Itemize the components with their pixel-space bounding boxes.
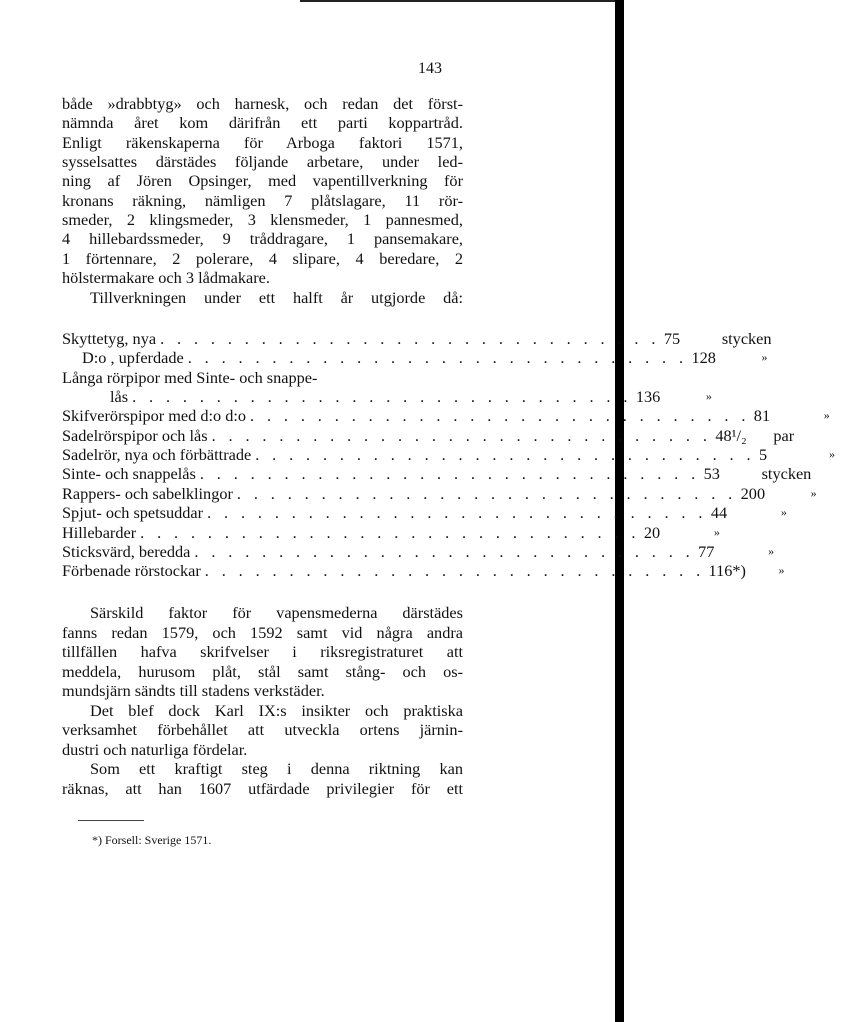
list-item — [62, 483, 817, 503]
text-line: Det blef dock Karl IX:s insikter och praktiska — [90, 700, 463, 720]
item-quantity: 200 — [740, 483, 766, 503]
text-line: både »drabbtyg» och harnesk, och redan det först- — [62, 94, 463, 113]
item-quantity: 136 — [635, 387, 661, 407]
list-item — [62, 561, 785, 581]
dot-leader: . . . . . . . . . . . . . . . . . . . . . . . . . . . . . . — [140, 522, 640, 542]
text-line: Som ett kraftigt steg i denna riktning kan — [90, 759, 463, 778]
item-quantity: 48¹/₂ — [715, 425, 747, 445]
text-line: tillfällen hafva skrifvelser i riksregistraturet att — [62, 642, 463, 661]
item-label: D:o , upferdade — [82, 348, 184, 368]
item-unit: par — [773, 425, 795, 445]
text-line: dustri och naturliga fördelar. — [62, 739, 248, 759]
list-item — [62, 541, 775, 561]
item-quantity — [353, 368, 415, 387]
item-unit: » — [768, 543, 775, 558]
page-number: 143 — [418, 60, 442, 77]
text-line: hölstermakare och 3 lådmakare. — [62, 268, 270, 288]
list-item — [62, 503, 787, 523]
item-quantity: 20 — [643, 522, 661, 542]
item-unit: stycken — [721, 329, 772, 348]
list-item — [62, 348, 768, 368]
text-line: smeder, 2 klingsmeder, 3 klensmeder, 1 pannesmed, — [62, 210, 463, 230]
item-label: Långa rörpipor med Sinte- och snappe- — [62, 367, 318, 387]
text-line: 1 förtennare, 2 polerare, 4 slipare, 4 beredare, 2 — [62, 248, 463, 268]
item-label: Sinte- och snappelås — [62, 464, 196, 484]
item-quantity: 53 — [703, 464, 720, 484]
item-quantity: 116*) — [708, 561, 746, 581]
text-line: fanns redan 1579, och 1592 samt vid några andra — [62, 622, 463, 642]
item-label: Rappers- och sabelklingor — [62, 483, 233, 503]
text-line: räknas, att han 1607 utfärdade privilegier för ett — [62, 778, 463, 798]
list-item — [62, 329, 772, 348]
item-unit: » — [713, 524, 720, 539]
item-unit — [415, 368, 463, 387]
item-quantity: 128 — [691, 348, 716, 368]
text-line: Enligt räkenskaperna för Arboga faktori 1571, — [62, 132, 463, 152]
item-label: Sadelrör, nya och förbättrade — [62, 445, 252, 465]
item-unit: » — [761, 350, 768, 365]
dot-leader: . . . . . . . . . . . . . . . . . . . . . . . . . . . . . . — [236, 483, 737, 503]
list-item — [62, 522, 720, 542]
item-label: Hillebarder — [62, 522, 137, 542]
item-unit: » — [828, 447, 835, 462]
dot-leader: . . . . . . . . . . . . . . . . . . . . . . . . . . . . . . — [160, 329, 660, 348]
dot-leader: . . . . . . . . . . . . . . . . . . . . . . . . . . . . . . — [132, 387, 632, 407]
item-label: Sadelrörspipor och lås — [62, 425, 208, 445]
text-line: ning af Jören Opsinger, med vapentillverkning för — [62, 171, 463, 191]
item-label: lås — [110, 387, 129, 407]
text-line: Särskild faktor för vapensmederna därstädes — [90, 603, 463, 622]
list-item — [62, 445, 835, 465]
text-line: sysselsattes därstädes följande arbetare, under led- — [62, 152, 463, 172]
item-label: Förbenade rörstockar — [62, 561, 201, 581]
item-quantity: 75 — [663, 329, 681, 348]
dot-leader — [317, 368, 353, 387]
dot-leader: . . . . . . . . . . . . . . . . . . . . . . . . . . . . . . — [207, 503, 707, 523]
item-label: Skifverörspipor med d:o d:o — [62, 406, 247, 426]
item-unit: stycken — [761, 464, 812, 484]
text-line: verksamhet förbehållet att utveckla ortens järnin- — [62, 720, 463, 739]
text-line: meddela, hurusom plåt, stål samt stång- och os- — [62, 661, 463, 681]
footnote-rule — [78, 820, 144, 821]
item-quantity: 77 — [698, 541, 715, 561]
list-item — [62, 406, 830, 426]
list-item — [62, 464, 812, 484]
text-line: kronans räkning, nämligen 7 plåtslagare, 11 rör- — [62, 190, 463, 210]
item-label: Sticksvärd, beredda — [62, 541, 191, 561]
dot-leader: . . . . . . . . . . . . . . . . . . . . . . . . . . . . . . — [250, 406, 750, 426]
footnote: *) Forsell: Sverige 1571. — [92, 833, 212, 847]
item-label: Skyttetyg, nya — [62, 329, 157, 348]
item-unit: » — [780, 505, 787, 520]
dot-leader: . . . . . . . . . . . . . . . . . . . . . . . . . . . . . . — [199, 464, 700, 484]
item-unit: » — [705, 389, 712, 404]
scan-edge-top — [300, 0, 615, 2]
item-quantity: 5 — [758, 445, 768, 465]
dot-leader: . . . . . . . . . . . . . . . . . . . . . . . . . . . . . . — [204, 561, 705, 581]
list-item — [62, 387, 712, 407]
item-unit: » — [778, 563, 785, 578]
text-line: Tillverkningen under ett halft år utgjorde då: — [90, 287, 463, 307]
item-quantity: 81 — [753, 406, 771, 426]
dot-leader: . . . . . . . . . . . . . . . . . . . . . . . . . . . . . . — [211, 425, 712, 445]
dot-leader: . . . . . . . . . . . . . . . . . . . . . . . . . . . . . . — [187, 348, 688, 368]
item-unit: » — [823, 408, 830, 423]
text-line: nämnda året kom därifrån ett parti koppartråd. — [62, 113, 463, 133]
item-quantity: 44 — [710, 503, 728, 523]
dot-leader: . . . . . . . . . . . . . . . . . . . . . . . . . . . . . . — [255, 445, 755, 465]
dot-leader: . . . . . . . . . . . . . . . . . . . . . . . . . . . . . . — [194, 541, 695, 561]
text-line: 4 hillebardssmeder, 9 tråddragare, 1 pansemakare, — [62, 229, 463, 249]
text-line: mundsjärn sändts till stadens verkstäder. — [62, 681, 325, 700]
item-unit: » — [810, 485, 817, 500]
item-label: Spjut- och spetsuddar — [62, 503, 204, 523]
list-item — [62, 368, 463, 387]
list-item — [62, 425, 795, 445]
